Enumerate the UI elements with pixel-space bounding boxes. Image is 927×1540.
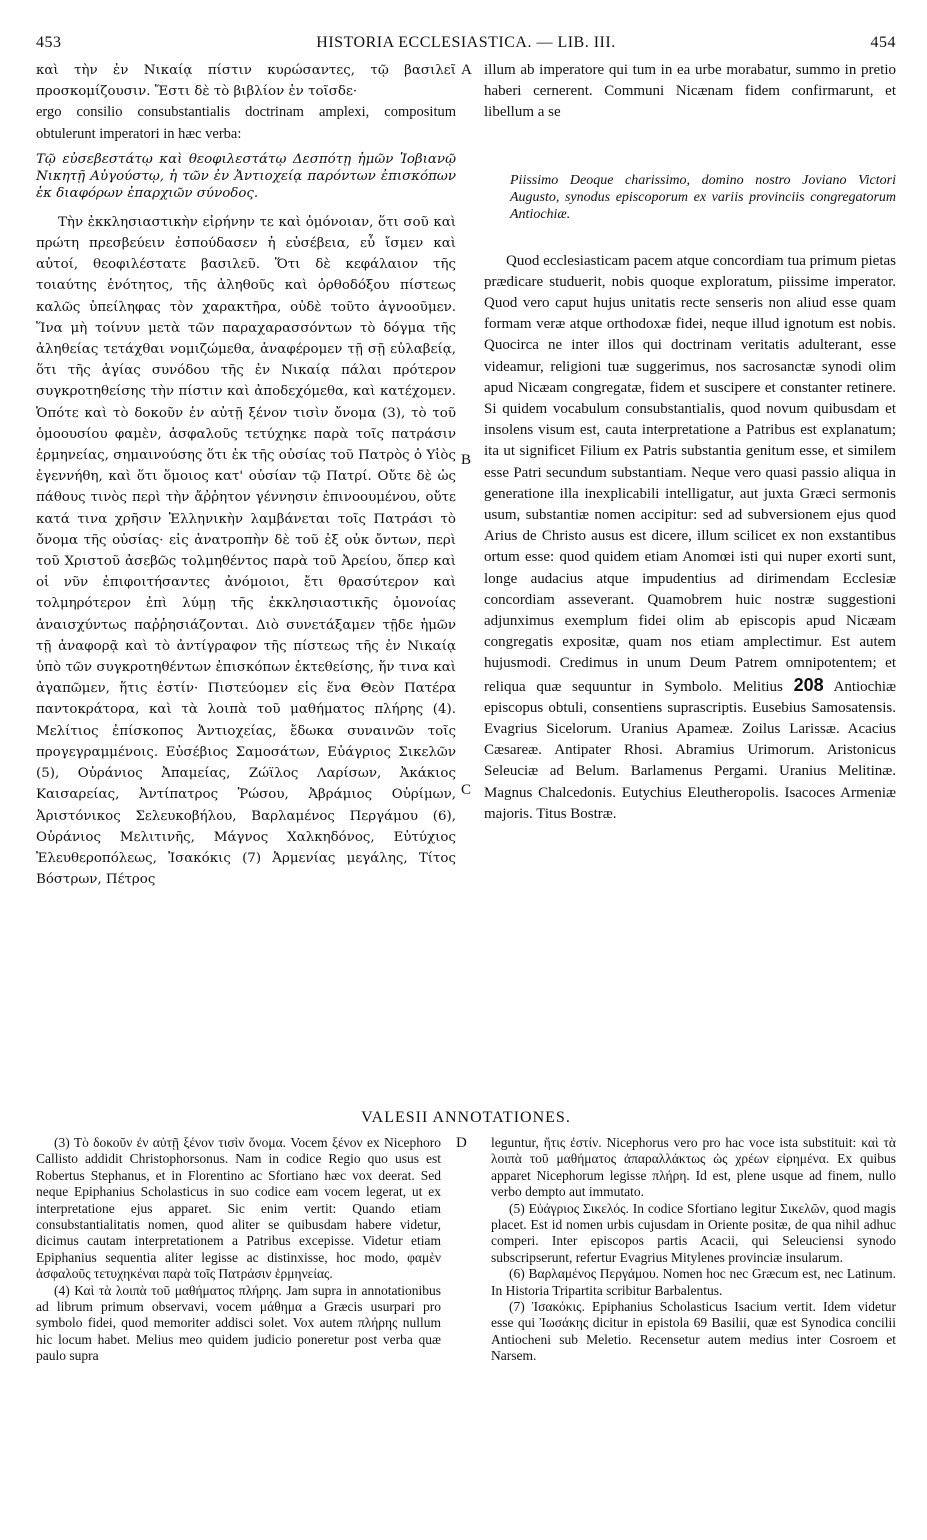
note-6: (6) Βαρλαμένος Περγάμου. Nomen hoc nec Græcum est, nec Latinum. In Historia Tripartita scribitur Barbalentus.: [491, 1266, 896, 1298]
running-title: HISTORIA ECCLESIASTICA. — LIB. III.: [316, 34, 616, 51]
greek-opening: καὶ τὴν ἐν Νικαίᾳ πίστιν κυρώσαντες, τῷ βασιλεῖ προσκομίζουσιν. Ἔστι δὲ τὸ βιβλίον ἐν τοῖσδε·: [36, 63, 456, 100]
greek-column: [36, 60, 456, 890]
latin-carryover: ergo consilio consubstantialis doctrinam amplexi, compositum obtulerunt imperatori in hæc verba:: [36, 104, 456, 142]
annotations: [36, 1135, 896, 1515]
margin-letter-d: D: [456, 1135, 467, 1151]
annotations-heading: VALESII ANNOTATIONES.: [361, 1109, 571, 1126]
main-columns: [36, 60, 896, 1095]
latin-letter-text: [484, 251, 896, 825]
note-3: (3) Τὸ δοκοῦν ἐν αὐτῇ ξένον τισὶν ὄνομα. Vocem ξένον ex Nicephoro Callisto addidit Christophorsonus. Nam in codice Regio quo usus est Robertus Stephanus, et in Florentino ac Sfortiano hæc vox deerat. Sed neque Epiphanius Scholasticus in suo codice eam vocem legerat, ut ex interpretatione ejus apparet. Sic enim vertit: Quando etiam consubstantialitatis nomen, quod aliter se quibusdam habere videtur, dicimus cautam interpretationem a Patribus excepisse. Videtur etiam Epiphanius sequentia aliter legisse ac distinxisse, hoc modo, φαμὲν ἀσφαλοῦς τετυχηκέναι παρὰ τοῖς Πατράσιν ἑρμηνείας.: [36, 1135, 441, 1282]
latin-letter-signatures: Antiochiæ episcopus obtuli, consentiens suprascriptis. Eusebius Samosatensis. Evagrius Sicelorum. Uranius Apamеæ. Zoilus Larissæ. Acacius Cæsareæ. Antipater Rhosi. Abramius Urimorum. Aristonicus Seleuciæ ad Belum. Barlamenus Pergami. Uranius Melitinæ. Magnus Chalcedonis. Eutychius Eleutheropolis. Isacoces Armeniæ majoris. Titus Bostræ.: [484, 678, 897, 822]
latin-dedication: Piissimo Deoque charissimo, domino nostro Joviano Victori Augusto, synodus episcoporum ex variis provinciis congregatorum Antiochiæ.: [510, 172, 896, 222]
margin-letter-a: A: [461, 62, 472, 78]
note-7: (7) Ἰσακόκις. Epiphanius Scholasticus Isacium vertit. Idem videtur esse qui Ἰωσάκης dicitur in epistola 69 Basilii, quæ est Synodica concilii Antiocheni sub Meletio. Recensetur autem medius inter Cosroem et Narsem.: [491, 1299, 896, 1364]
note-4: (4) Καὶ τὰ λοιπὰ τοῦ μαθήματος πλήρης. Jam supra in annotationibus ad librum primum observavi, vocem μάθημα a Græcis usurpari pro symbolo fidei, quod memoriter addisci solet. Vox autem πλήρης nullum hic locum habet. Melius meo quidem judicio poneretur post verba quæ paulo supra: [36, 1282, 441, 1364]
margin-letter-c: C: [461, 782, 472, 798]
latin-letter-body: Quod ecclesiasticam pacem atque concordiam tua primum pietas prædicare studuerit, nobis quoque exploratum, piissime imperator. Quod vero caput hujus unitatis recte senseris non aliud esse quam formam veræ atque orthodoxæ fidei, neque illud ignotum est nobis. Quocirca ne inter illos qui doctrinam veritatis adulterant, esse videamur, religioni tuæ suggerimus, nos sacrosanctæ synodi olim apud Nicæam congregatæ, fidem et suscipere et constanter retinere. Si quidem vocabulum consubstantialis, quod novum quibusdam et insolens visum est, cauta interpretatione a Patribus est explanatum; ita ut significet Filium ex Patris substantia genitum esse, et similem esse Patri secundum substantiam. Neque vero quasi passio aliqua in generatione illa inexplicabili intelligatur, aut juxta Græci sermonis usum, substantiæ nomen accipitur: sed ad subversionem ejus quod Arius de Christo ausus est dicere, illum scilicet ex non exstantibus ortum esse: quod quidem etiam Anomœi isti qui nuper exorti sunt, longe audacius atque impudentius ad dirimendam Ecclesiæ concordiam asseverant. Quamobrem huic nostræ suggestioni adjunximus exemplum fidei olim ab episcopis apud Nicæam congregatis expositæ, quam nos etiam amplectimur. Est autem hujusmodi. Credimus in unum Deum Patrem omnipotentem; et reliqua quæ sequuntur in Symbolo. Melitius: [484, 252, 896, 695]
page-number-right: 454: [870, 34, 896, 51]
running-header: [36, 30, 896, 60]
note-4-continued: leguntur, ἥτις ἐστίν. Nicephorus vero pro hac voce ista substituit: καὶ τὰ λοιπὰ τοῦ μαθήματος ἀπαραλλάκτως ὡς χρέων εἰρημένα. Ex quibus apparet Nicephorum legisse πλήρη. Id est, plene usque ad finem, nullo verbo dempto aut immutato.: [491, 1135, 896, 1200]
greek-dedication: Τῷ εὐσεβεστάτῳ καὶ θεοφιλεστάτῳ Δεσπότῃ ἡμῶν Ἰοβιανῷ Νικητῇ Αὐγούστῳ, ἡ τῶν ἐν Ἀντιοχείᾳ παρόντων ἐπισκόπων ἐκ διαφόρων ἐπαρχιῶν σύνοδος.: [36, 151, 456, 201]
greek-letter-text: Τὴν ἐκκλησιαστικὴν εἰρήνην τε καὶ ὁμόνοιαν, ὅτι σοῦ καὶ πρώτη πρεσβεύειν ἐσπούδασεν ἡ εὐσέβεια, εὖ ἴσμεν καὶ αὐτοί, θεοφιλέστατε βασιλεῦ. Ὅτι δὲ κεφάλαιον τῆς τοιαύτης ἑνότητος, τῆς ἀληθοῦς καὶ ὀρθοδόξου πίστεως καλῶς ὑπείληφας τὸν χαρακτῆρα, οὐδὲ τοῦτο ἀγνοοῦμεν. Ἵνα μὴ τοίνυν μετὰ τῶν παραχαρασσόντων τὸ δόγμα τῆς ἀληθείας τετάχθαι νομιζώμεθα, ἀναφέρομεν τῇ σῇ εὐλαβείᾳ, ὅτι τῆς ἁγίας συνόδου τῆς ἐν Νικαίᾳ πάλαι πρότερον συγκροτηθείσης τὴν πίστιν καὶ ἀποδεχόμεθα, καὶ κατέχομεν. Ὁπότε καὶ τὸ δοκοῦν ἐν αὐτῇ ξένον τισὶν ὄνομα (3), τὸ τοῦ ὁμοουσίου φαμὲν, ἀσφαλοῦς τετύχηκε παρὰ τοῖς πατράσιν ἑρμηνείας, σημαινούσης ὅτι ἐκ τῆς οὐσίας τοῦ Πατρὸς ὁ Υἱὸς ἐγεννήθη, καὶ ὅτι ὅμοιος κατ' οὐσίαν τῷ Πατρί. Οὔτε δὲ ὡς πάθους τινὸς περὶ τὴν ἄῤῥητον γέννησιν ἐπινοουμένου, οὔτε κατά τινα χρῆσιν Ἑλληνικὴν λαμβάνεται τοῖς Πατράσι τὸ ὄνομα τῆς οὐσίας· εἰς ἀνατροπὴν δὲ τοῦ ἐξ οὐκ ὄντων, περὶ τοῦ Χριστοῦ ἀσεβῶς τολμηθέντος παρὰ τοῦ Ἀρείου, ὅπερ καὶ οἱ νῦν ἐπιφοιτήσαντες ἀνόμοιοι, ἔτι θρασύτερον καὶ τολμηρότερον ἐπὶ λύμῃ τῆς ἐκκλησιαστικῆς ὁμονοίας ἀναισχύντως παῤῥησιάζονται. Διὸ συνετάξαμεν τῇδε ἡμῶν τῇ ἀναφορᾷ καὶ τὸ ἀντίγραφον τῆς πίστεως τῆς ἐν Νικαίᾳ ὑπὸ τῶν συγκροτηθέντων ἐπισκόπων ἐκτεθείσης, ἥν τινα καὶ ἀγαπῶμεν, ἥτις ἐστίν· Πιστεύομεν εἰς ἕνα Θεὸν Πατέρα παντοκράτορα, καὶ τὰ λοιπὰ τοῦ μαθήματος πλήρης (4). Μελίτιος ἐπίσκοπος Ἀντιοχείας, ἔδωκα συναινῶν τοῖς προγεγραμμένοις. Εὐσέβιος Σαμοσάτων, Εὐάγριος Σικελῶν (5), Οὐράνιος Ἀπαμείας, Ζώϊλος Λαρίσων, Ἀκάκιος Καισαρείας, Ἀντίπατρος Ῥώσου, Ἀβράμιος Οὐρίμων, Ἀριστόνικος Σελευκοβήλου, Βαρλαμένος Περγάμου (6), Οὐράνιος Μελιτινῆς, Μάγνος Χαλκηδόνος, Εὐτύχιος Ἐλευθεροπόλεως, Ἰσακόκις (7) Ἀρμενίας μεγάλης, Τίτος Βόστρων, Πέτρος: [36, 214, 456, 888]
page: [36, 30, 896, 1510]
annotations-left-column: [36, 1135, 441, 1365]
latin-column: [484, 60, 896, 825]
annotations-right-column: [491, 1135, 896, 1365]
latin-opening: illum ab imperatore qui tum in ea urbe morabatur, summo in pretio haberi cernerent. Communi Nicænam fidem confirmarunt, et libellum a se: [484, 62, 896, 121]
note-5: (5) Εὐάγριος Σικελός. In codice Sfortiano legitur Σικελῶν, quod magis placet. Est id nomen urbis cujusdam in Oriente positæ, de qua nihil adhuc comperi. Inter episcopos partis Acacii, qui Seleuciensi synodo subscripserunt, refertur Evagrius Mitylenes provinciæ insularum.: [491, 1200, 896, 1265]
margin-letter-b: B: [461, 452, 472, 468]
column-number: 208: [793, 674, 824, 695]
page-number-left: 453: [36, 34, 62, 51]
